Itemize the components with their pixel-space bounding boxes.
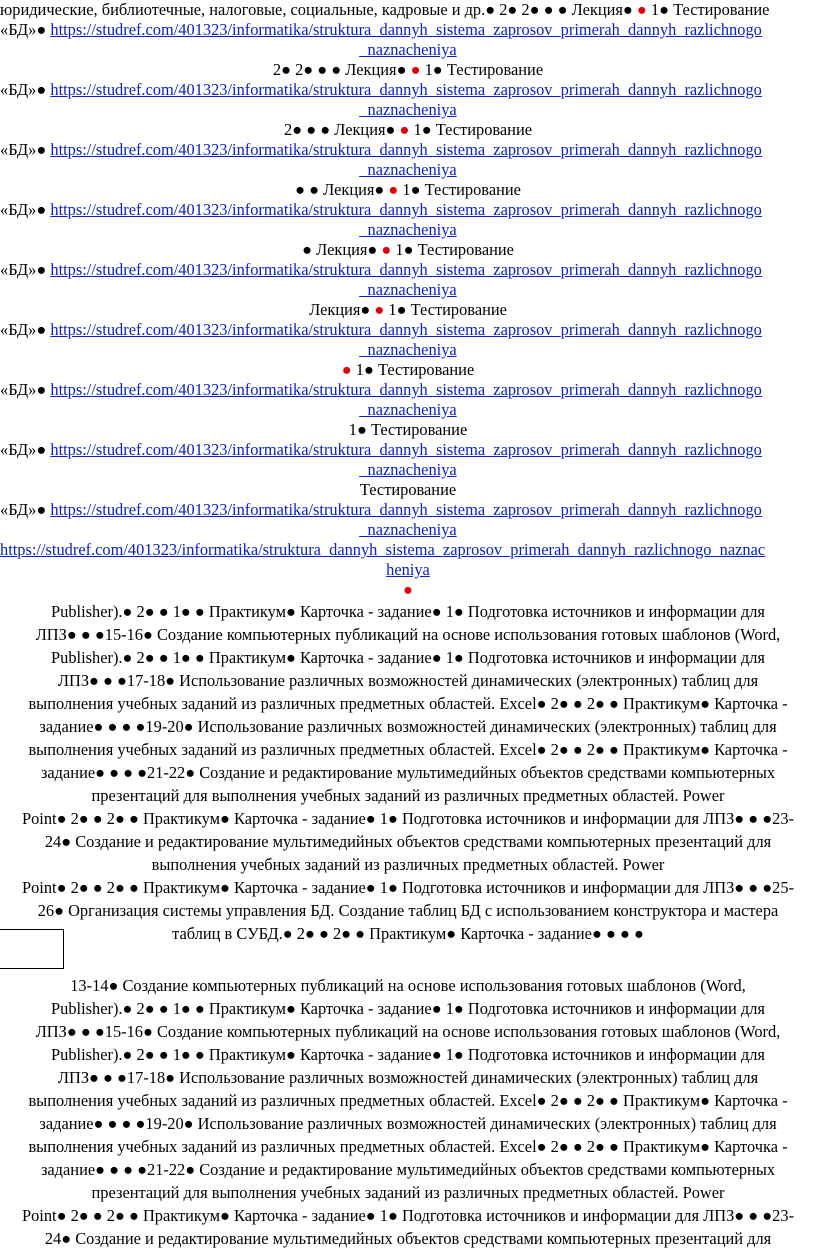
source-link[interactable]: https://studref.com/401323/informatika/struktura_dannyh_sistema_zaprosov_primerah_dannyh_razlichnogo: [50, 80, 762, 99]
link-line: [0, 400, 816, 420]
source-link-tail[interactable]: _naznacheniya: [359, 280, 457, 299]
para-a-line: презентаций для выполнения учебных заданий из различных предметных областей. Power: [91, 786, 725, 805]
red-bullet-icon: ●: [341, 360, 352, 379]
source-link-tail[interactable]: _naznacheniya: [359, 340, 457, 359]
source-link[interactable]: https://studref.com/401323/informatika/struktura_dannyh_sistema_zaprosov_primerah_dannyh_razlichnogo: [50, 140, 762, 159]
para-b-line: выполнения учебных заданий из различных предметных областей. Excel● 2● ● 2● ● Практикум● Карточка -: [28, 1091, 788, 1110]
para-a-line: 26● Организация системы управления БД. Создание таблиц БД с использованием конструктора и мастера: [37, 901, 779, 920]
link-line: [0, 380, 816, 400]
link-line: [0, 500, 816, 520]
link-line: [0, 160, 816, 180]
link-line: [0, 340, 816, 360]
source-link-tail[interactable]: _naznacheniya: [359, 100, 457, 119]
source-link-tail[interactable]: _naznacheniya: [359, 40, 457, 59]
source-link[interactable]: https://studref.com/401323/informatika/struktura_dannyh_sistema_zaprosov_primerah_dannyh_razlichnogo: [50, 20, 762, 39]
source-link-tail[interactable]: _naznacheniya: [359, 220, 457, 239]
para-a-line: выполнения учебных заданий из различных предметных областей. Excel● 2● ● 2● ● Практикум● Карточка -: [28, 740, 788, 759]
db-label: «БД»●: [0, 260, 47, 279]
para-a-line: Publisher).● 2● ● 1● ● Практикум● Карточка - задание● 1● Подготовка источников и информации для: [51, 648, 765, 667]
link-line: [0, 20, 816, 40]
red-bullet-icon: ●: [410, 60, 421, 79]
source-link-tail[interactable]: _naznacheniya: [359, 160, 457, 179]
para-b-line: выполнения учебных заданий из различных предметных областей. Excel● 2● ● 2● ● Практикум● Карточка -: [28, 1137, 788, 1156]
db-label: «БД»●: [0, 200, 47, 219]
source-link[interactable]: https://studref.com/401323/informatika/struktura_dannyh_sistema_zaprosov_primerah_dannyh_razlichnogo: [50, 380, 762, 399]
red-bullet-icon: ●: [374, 300, 385, 319]
para-b-line: 13-14● Создание компьютерных публикаций на основе использования готовых шаблонов (Word,: [70, 976, 746, 995]
para-b-line: Publisher).● 2● ● 1● ● Практикум● Карточка - задание● 1● Подготовка источников и информации для: [51, 1045, 765, 1064]
text-line: ● ● Лекция● ● 1● Тестирование: [295, 180, 521, 199]
db-label: «БД»●: [0, 20, 47, 39]
link-line: [0, 200, 816, 220]
para-b-line: задание● ● ● ●21-22● Создание и редактирование мультимедийных объектов средствами компьютерных: [40, 1160, 776, 1179]
source-link[interactable]: https://studref.com/401323/informatika/struktura_dannyh_sistema_zaprosov_primerah_dannyh_razlichnogo: [50, 200, 762, 219]
link-line: [0, 100, 816, 120]
db-label: «БД»●: [0, 440, 47, 459]
para-a-line: выполнения учебных заданий из различных предметных областей. Power: [151, 855, 665, 874]
text-line: 2● 2● ● ● Лекция● ● 1● Тестирование: [272, 60, 544, 79]
source-link[interactable]: https://studref.com/401323/informatika/struktura_dannyh_sistema_zaprosov_primerah_dannyh_razlichnogo: [50, 320, 762, 339]
db-label: «БД»●: [0, 140, 47, 159]
link-line-full: [0, 560, 816, 580]
para-a-line: 24● Создание и редактирование мультимедийных объектов средствами компьютерных презентаций для: [44, 832, 772, 851]
link-line: [0, 280, 816, 300]
para-a-line: ЛПЗ● ● ●17-18● Использование различных возможностей динамических (электронных) таблиц для: [57, 671, 759, 690]
para-a-line: таблиц в СУБД.● 2● ● 2● ● Практикум● Карточка - задание● ● ● ●: [172, 924, 644, 943]
para-b-line: Publisher).● 2● ● 1● ● Практикум● Карточка - задание● 1● Подготовка источников и информации для: [51, 999, 765, 1018]
text-line: 2● ● ● Лекция● ● 1● Тестирование: [284, 120, 532, 139]
para-b-line: презентаций для выполнения учебных заданий из различных предметных областей. Power: [91, 1183, 725, 1202]
link-line: [0, 460, 816, 480]
link-line: [0, 220, 816, 240]
link-line: [0, 440, 816, 460]
para-a-line: задание● ● ● ●19-20● Использование различных возможностей динамических (электронных) таблиц для: [39, 717, 777, 736]
link-line: [0, 80, 816, 100]
red-bullet-icon: ●: [636, 0, 647, 19]
link-line: [0, 260, 816, 280]
source-link-tail[interactable]: _naznacheniya: [359, 400, 457, 419]
para-a-line: ЛПЗ● ● ●15-16● Создание компьютерных публикаций на основе использования готовых шаблонов (Word,: [35, 625, 781, 644]
db-label: «БД»●: [0, 80, 47, 99]
source-link-full[interactable]: https://studref.com/401323/informatika/struktura_dannyh_sistema_zaprosov_primerah_dannyh_razlichnogo_naznac: [0, 540, 766, 559]
red-bullet-icon: ●: [388, 180, 399, 199]
red-bullet-icon: ●: [399, 120, 410, 139]
para-b-line: 24● Создание и редактирование мультимедийных объектов средствами компьютерных презентаций для: [44, 1229, 772, 1248]
empty-cell-box: [0, 929, 64, 969]
para-b-line: Point● 2● ● 2● ● Практикум● Карточка - задание● 1● Подготовка источников и информации для ЛПЗ● ● ●23-: [21, 1206, 795, 1225]
para-a-line: Publisher).● 2● ● 1● ● Практикум● Карточка - задание● 1● Подготовка источников и информации для: [51, 602, 765, 621]
link-line-full: [0, 540, 816, 560]
db-label: «БД»●: [0, 320, 47, 339]
source-link[interactable]: https://studref.com/401323/informatika/struktura_dannyh_sistema_zaprosov_primerah_dannyh_razlichnogo: [50, 440, 762, 459]
red-bullet: ●: [403, 580, 413, 599]
text-line: Лекция● ● 1● Тестирование: [309, 300, 507, 319]
source-link-tail[interactable]: _naznacheniya: [359, 460, 457, 479]
db-label: «БД»●: [0, 500, 47, 519]
para-a-line: выполнения учебных заданий из различных предметных областей. Excel● 2● ● 2● ● Практикум● Карточка -: [28, 694, 788, 713]
link-line: [0, 140, 816, 160]
source-link-full-tail[interactable]: heniya: [386, 560, 430, 579]
text-line: Тестирование: [359, 480, 457, 499]
text-line: ● Лекция● ● 1● Тестирование: [302, 240, 514, 259]
text-line: 1● Тестирование: [348, 420, 468, 439]
link-line: [0, 320, 816, 340]
para-a-line: задание● ● ● ●21-22● Создание и редактирование мультимедийных объектов средствами компьютерных: [40, 763, 776, 782]
text-line: юридические, библиотечные, налоговые, социальные, кадровые и др.● 2● 2● ● ● Лекция● ● 1● Тестирование: [0, 0, 770, 19]
para-b-line: ЛПЗ● ● ●17-18● Использование различных возможностей динамических (электронных) таблиц для: [57, 1068, 759, 1087]
para-b-line: задание● ● ● ●19-20● Использование различных возможностей динамических (электронных) таблиц для: [39, 1114, 777, 1133]
para-b-line: ЛПЗ● ● ●15-16● Создание компьютерных публикаций на основе использования готовых шаблонов (Word,: [35, 1022, 781, 1041]
red-bullet-icon: ●: [381, 240, 392, 259]
para-a-line: Point● 2● ● 2● ● Практикум● Карточка - задание● 1● Подготовка источников и информации для ЛПЗ● ● ●23-: [21, 809, 795, 828]
source-link[interactable]: https://studref.com/401323/informatika/struktura_dannyh_sistema_zaprosov_primerah_dannyh_razlichnogo: [50, 500, 762, 519]
para-a-line: Point● 2● ● 2● ● Практикум● Карточка - задание● 1● Подготовка источников и информации для ЛПЗ● ● ●25-: [21, 878, 795, 897]
link-line: [0, 520, 816, 540]
link-line: [0, 40, 816, 60]
db-label: «БД»●: [0, 380, 47, 399]
source-link[interactable]: https://studref.com/401323/informatika/struktura_dannyh_sistema_zaprosov_primerah_dannyh_razlichnogo: [50, 260, 762, 279]
text-line: ● 1● Тестирование: [341, 360, 475, 379]
source-link-tail[interactable]: _naznacheniya: [359, 520, 457, 539]
